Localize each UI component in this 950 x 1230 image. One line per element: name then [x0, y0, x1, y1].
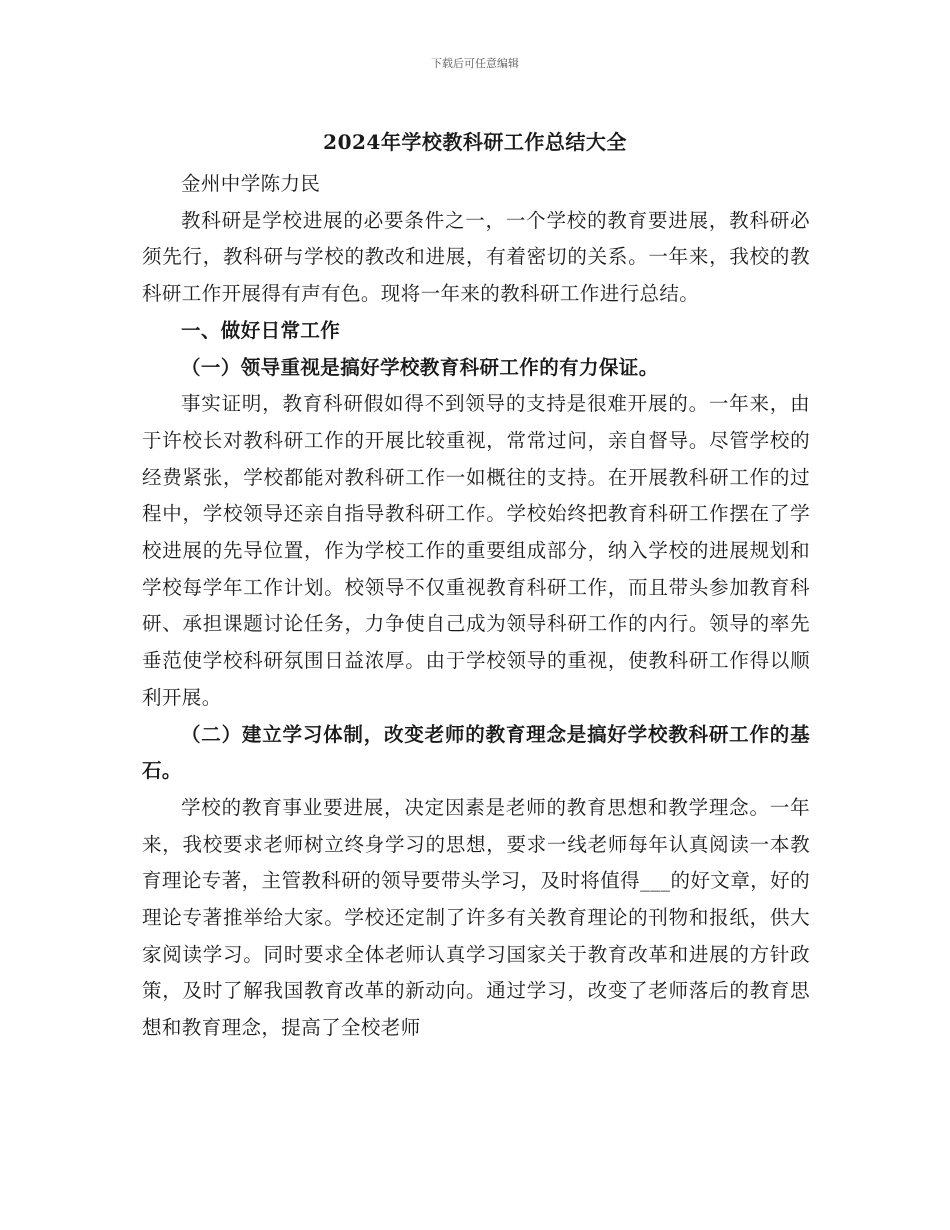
body-paragraph-2: 学校的教育事业要进展，决定因素是老师的教育思想和教学理念。一年来，我校要求老师树立终身学习的思想，要求一线老师每年认真阅读一本教育理论专著，主管教科研的领导要带头学习，及时将值得___的好文章，好的理论专著推举给大家。学校还定制了许多有关教育理论的刊物和报纸，供大家阅读学习。同时要求全体老师认真学习国家关于教育改革和进展的方针政策，及时了解我国教育改革的新动向。通过学习，改变了老师落后的教育思想和教育理念，提高了全校老师 [142, 795, 810, 1040]
section-heading-1: 一、做好日常工作 [181, 318, 341, 342]
subsection-heading-1: （一）领导重视是搞好学校教育科研工作的有力保证。 [181, 355, 659, 379]
subsection-heading-2: （二）建立学习体制，改变老师的教育理念是搞好学校教科研工作的基石。 [142, 722, 810, 783]
body-paragraph-1: 事实证明，教育科研假如得不到领导的支持是很难开展的。一年来，由于许校长对教科研工作的开展比较重视，常常过问，亲自督导。尽管学校的经费紧张，学校都能对教科研工作一如概往的支持。在开展教科研工作的过程中，学校领导还亲自指导教科研工作。学校始终把教育科研工作摆在了学校进展的先导位置，作为学校工作的重要组成部分，纳入学校的进展规划和学校每学年工作计划。校领导不仅重视教育科研工作，而且带头参加教育科研、承担课题讨论任务，力争使自己成为领导科研工作的内行。领导的率先垂范使学校科研氛围日益浓厚。由于学校领导的重视，使教科研工作得以顺利开展。 [142, 392, 810, 709]
intro-paragraph: 教科研是学校进展的必要条件之一，一个学校的教育要进展，教科研必须先行，教科研与学校的教改和进展，有着密切的关系。一年来，我校的教科研工作开展得有声有色。现将一年来的教科研工作进行总结。 [142, 208, 810, 306]
author-line: 金州中学陈力民 [181, 172, 321, 195]
document-body [142, 166, 810, 1047]
page-header-note: 下载后可任意编辑 [431, 57, 519, 70]
document-title: 2024年学校教科研工作总结大全 [323, 130, 627, 154]
